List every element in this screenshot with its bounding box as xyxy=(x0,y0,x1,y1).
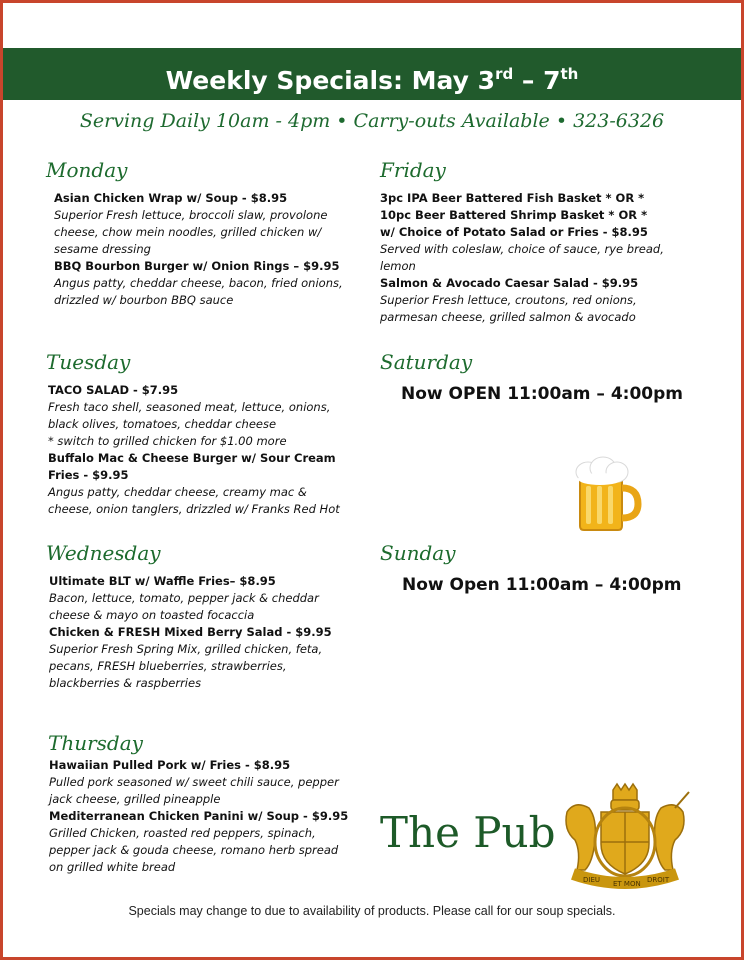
thursday-section xyxy=(48,731,348,876)
friday-line-3: w/ Choice of Potato Salad or Fries - $8.95 xyxy=(380,225,648,239)
sunday-section xyxy=(380,541,700,595)
tuesday-section xyxy=(46,350,346,518)
tuesday-item-2-title: Buffalo Mac & Cheese Burger w/ Sour Cream Fries - $9.95 xyxy=(48,451,336,482)
wednesday-heading: Wednesday xyxy=(46,541,161,565)
banner-sup-rd: rd xyxy=(495,65,514,83)
tuesday-item-1-title: TACO SALAD - $7.95 xyxy=(48,383,179,397)
friday-section xyxy=(380,158,685,326)
monday-item-1-title: Asian Chicken Wrap w/ Soup - $8.95 xyxy=(54,191,288,205)
friday-item-1-desc: Served with coleslaw, choice of sauce, rye bread, lemon xyxy=(380,242,664,273)
monday-section xyxy=(46,158,346,309)
saturday-heading: Saturday xyxy=(380,350,473,374)
wednesday-item-2-desc: Superior Fresh Spring Mix, grilled chicken, feta, pecans, FRESH blueberries, strawberries, blackberries & raspberries xyxy=(49,642,323,690)
thursday-item-1-desc: Pulled pork seasoned w/ sweet chili sauce, pepper jack cheese, grilled pineapple xyxy=(49,775,339,806)
banner-dash: – 7 xyxy=(513,66,561,95)
friday-heading: Friday xyxy=(380,158,446,182)
the-pub-logo: The Pub xyxy=(380,808,556,857)
crest-motto-mid: ET MON xyxy=(613,880,641,888)
monday-item-2-desc: Angus patty, cheddar cheese, bacon, fried onions, drizzled w/ bourbon BBQ sauce xyxy=(54,276,343,307)
thursday-item-2-desc: Grilled Chicken, roasted red peppers, spinach, pepper jack & gouda cheese, romano herb spread on grilled white bread xyxy=(49,826,339,874)
monday-heading: Monday xyxy=(46,158,128,182)
tuesday-item-2-desc: Angus patty, cheddar cheese, creamy mac & cheese, onion tanglers, drizzled w/ Franks Red Hot xyxy=(48,485,340,516)
tuesday-item-1-desc: Fresh taco shell, seasoned meat, lettuce, onions, black olives, tomatoes, cheddar cheese xyxy=(48,400,331,431)
tuesday-heading: Tuesday xyxy=(46,350,131,374)
crest-motto-right: DROIT xyxy=(647,876,670,884)
monday-item-2-title: BBQ Bourbon Burger w/ Onion Rings – $9.95 xyxy=(54,259,340,273)
friday-item-2-desc: Superior Fresh lettuce, croutons, red onions, parmesan cheese, grilled salmon & avocado xyxy=(380,293,637,324)
footer-note: Specials may change to due to availability of products. Please call for our soup specials. xyxy=(128,904,616,918)
beer-mug-icon xyxy=(570,452,644,532)
crest-motto-left: DIEU xyxy=(583,876,601,884)
saturday-section xyxy=(380,350,700,404)
wednesday-item-2-title: Chicken & FRESH Mixed Berry Salad - $9.95 xyxy=(49,625,332,639)
friday-line-2: 10pc Beer Battered Shrimp Basket * OR * xyxy=(380,208,648,222)
wednesday-item-1-desc: Bacon, lettuce, tomato, pepper jack & cheddar cheese & mayo on toasted focaccia xyxy=(49,591,319,622)
wednesday-section xyxy=(46,541,346,692)
sunday-hours: Now Open 11:00am – 4:00pm xyxy=(402,575,682,595)
saturday-hours: Now OPEN 11:00am – 4:00pm xyxy=(401,384,684,404)
thursday-heading: Thursday xyxy=(48,731,143,755)
friday-line-1: 3pc IPA Beer Battered Fish Basket * OR * xyxy=(380,191,645,205)
thursday-item-1-title: Hawaiian Pulled Pork w/ Fries - $8.95 xyxy=(49,758,291,772)
wednesday-item-1-title: Ultimate BLT w/ Waffle Fries– $8.95 xyxy=(49,574,276,588)
monday-item-1-desc: Superior Fresh lettuce, broccoli slaw, provolone cheese, chow mein noodles, grilled chicken w/ sesame dressing xyxy=(54,208,328,256)
royal-crest-icon xyxy=(555,782,695,892)
sunday-heading: Sunday xyxy=(380,541,456,565)
banner-sup-th: th xyxy=(560,65,579,83)
banner-title: Weekly Specials: May 3 xyxy=(165,66,496,95)
friday-item-2-title: Salmon & Avocado Caesar Salad - $9.95 xyxy=(380,276,639,290)
service-hours-subtitle: Serving Daily 10am - 4pm • Carry-outs Available • 323-6326 xyxy=(79,110,665,132)
thursday-item-2-title: Mediterranean Chicken Panini w/ Soup - $9.95 xyxy=(49,809,349,823)
header-banner xyxy=(3,48,741,100)
tuesday-item-1-note: * switch to grilled chicken for $1.00 more xyxy=(48,434,287,448)
